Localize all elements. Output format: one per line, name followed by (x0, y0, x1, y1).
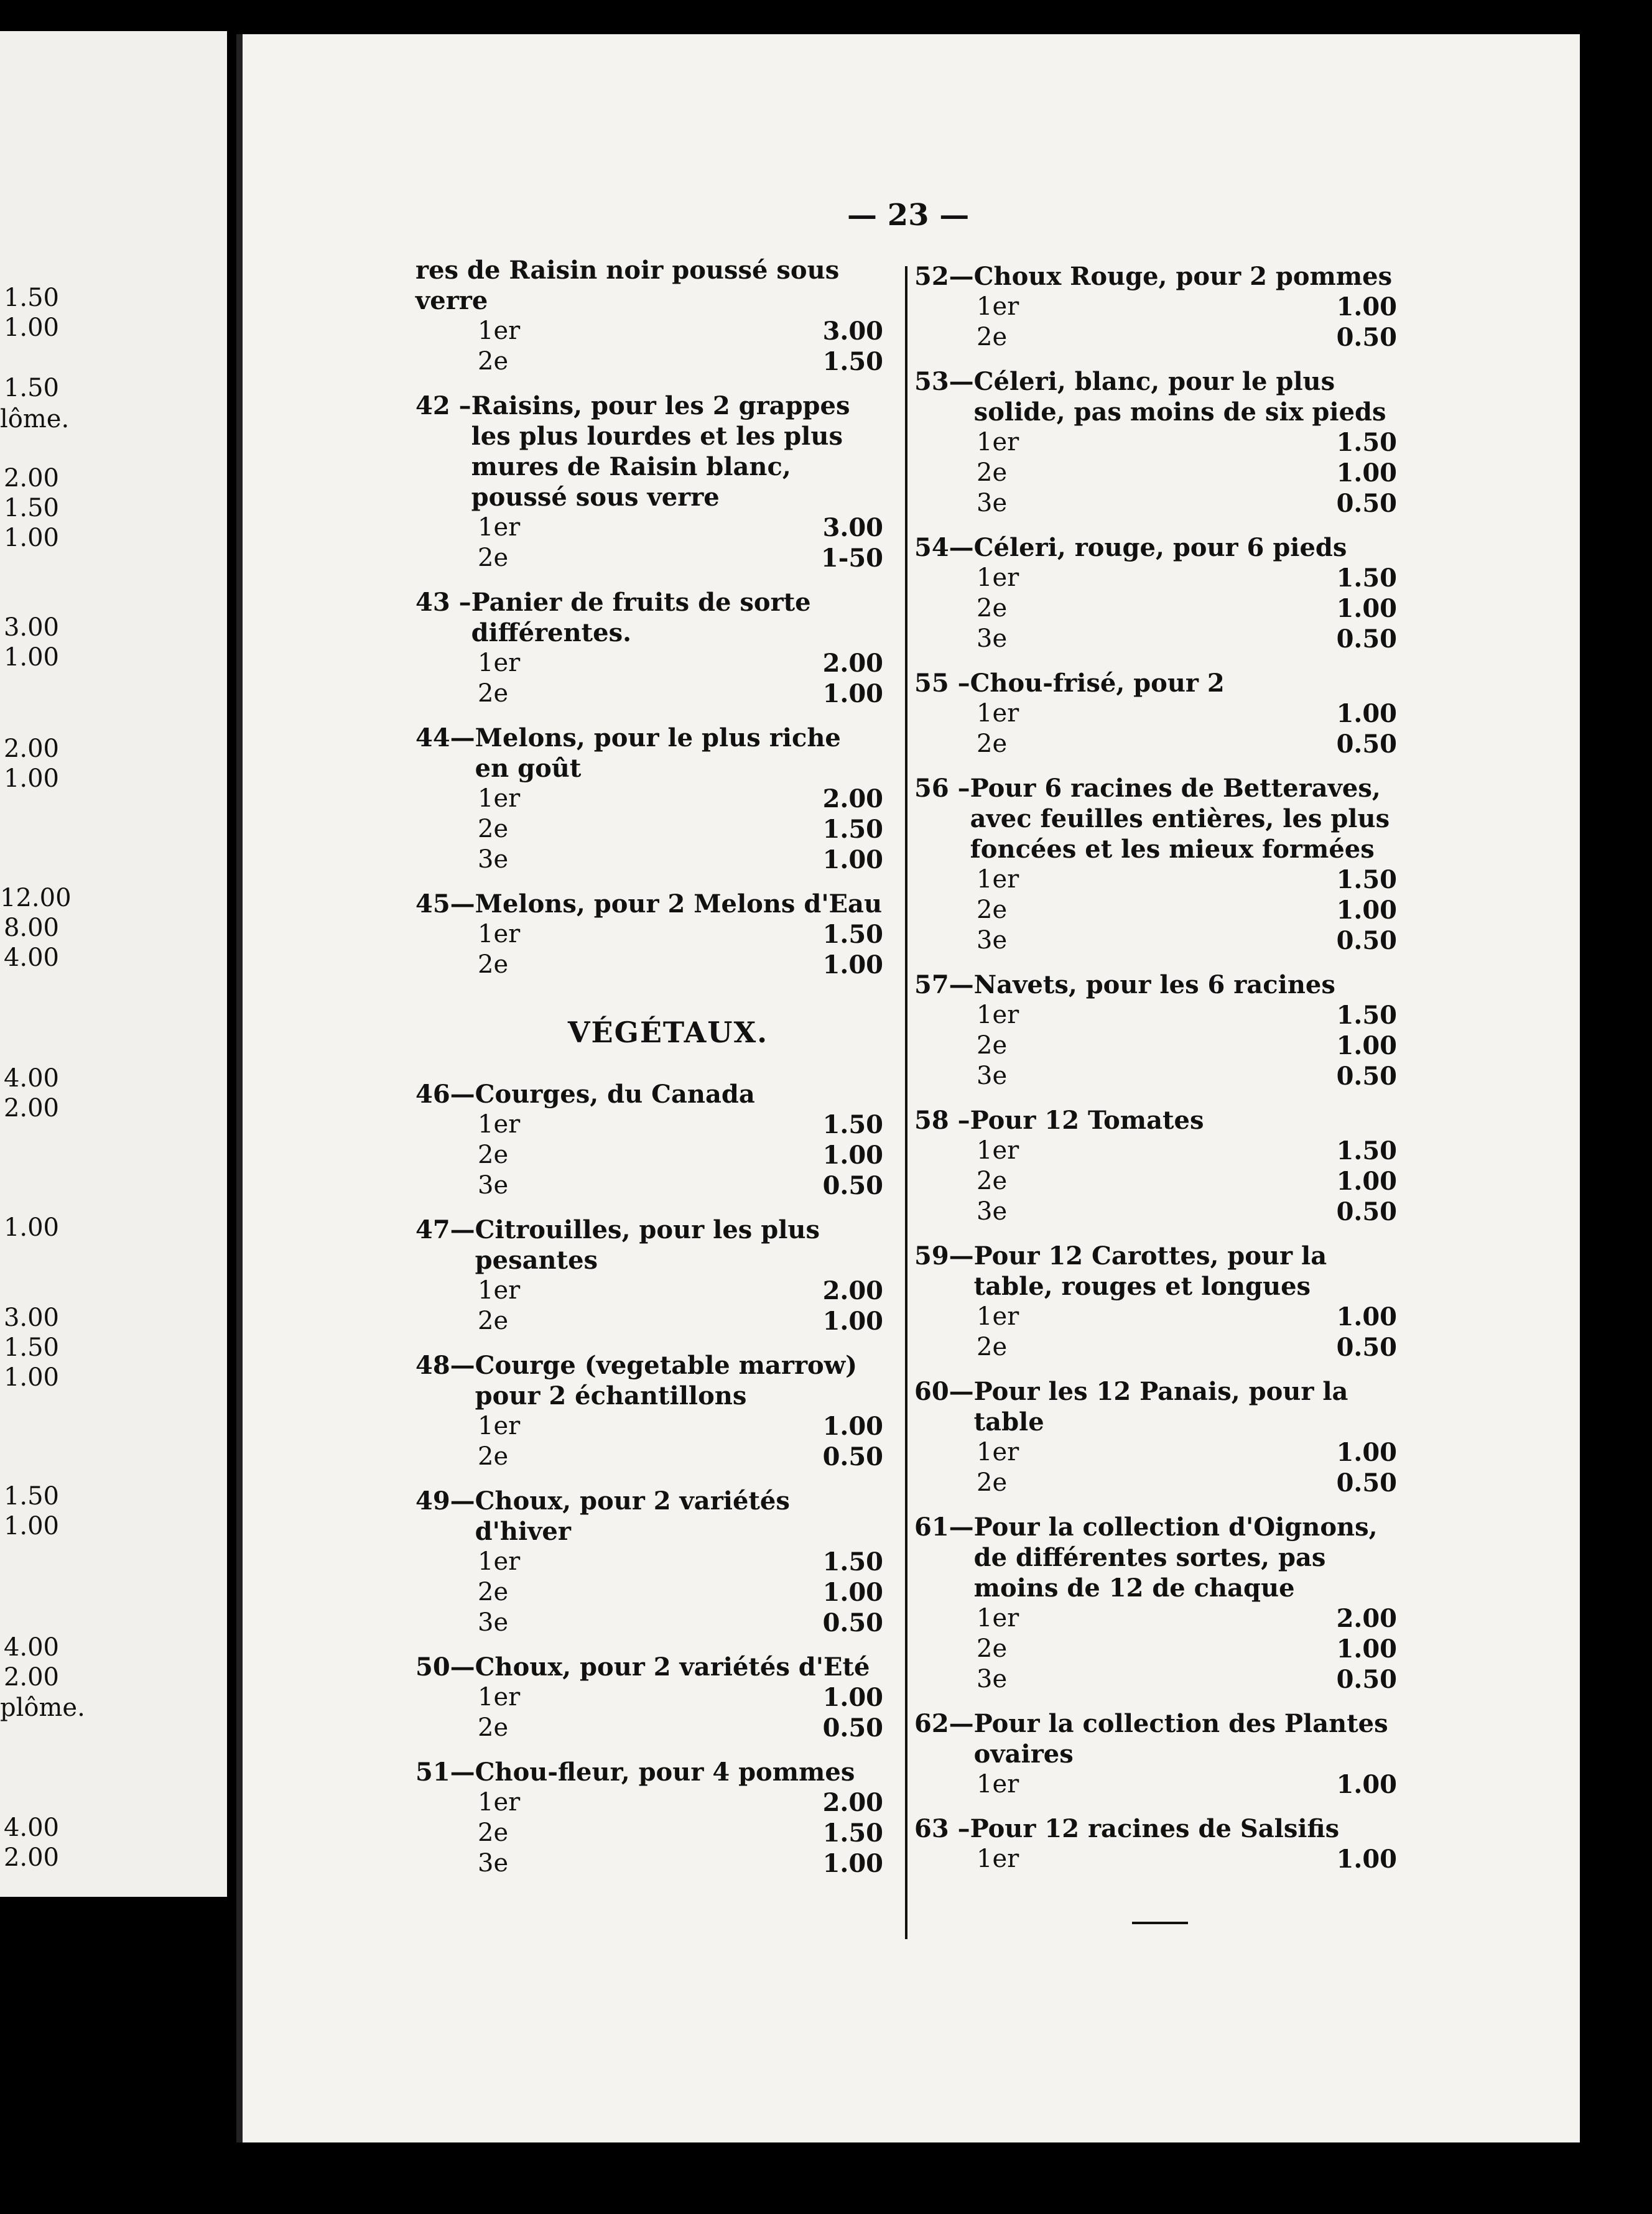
prize-amount: 0.50 (1336, 624, 1397, 654)
left-page-amount: 1.50 (3, 284, 59, 312)
prize-row (914, 624, 1397, 654)
entry-number: 49— (415, 1486, 475, 1516)
left-page-amount: 1.50 (3, 1482, 59, 1511)
entry-description: Chou-fleur, pour 4 pommes (475, 1758, 855, 1787)
prize-place: 2e (478, 1713, 509, 1742)
entry-heading (415, 1486, 883, 1547)
prize-row (415, 316, 883, 346)
prize-amount: 1.00 (822, 1849, 883, 1878)
prize-place: 1er (977, 865, 1019, 894)
entry-heading (914, 366, 1397, 427)
prize-place: 1er (977, 1438, 1019, 1466)
prize-entry (415, 255, 883, 377)
entry-heading (415, 587, 883, 648)
entry-number: 48— (415, 1351, 475, 1380)
prize-place: 2e (478, 347, 509, 376)
prize-place: 2e (478, 1307, 509, 1335)
prize-entry (415, 723, 883, 875)
prize-amount: 1.00 (1336, 292, 1397, 322)
entry-number: 63 – (914, 1814, 970, 1843)
prize-amount: 1.50 (1336, 1136, 1397, 1165)
prize-place: 1er (977, 699, 1019, 728)
prize-entry (415, 391, 883, 573)
prize-amount: 0.50 (822, 1608, 883, 1637)
left-page-amount: 1.50 (3, 1333, 59, 1362)
prize-place: 2e (977, 1333, 1008, 1361)
entry-description: Citrouilles, pour les plus pesantes (475, 1215, 820, 1275)
prize-row (914, 563, 1397, 593)
left-page-amount: 2.00 (3, 1094, 59, 1123)
prize-entry (914, 970, 1397, 1091)
prize-amount: 1.00 (822, 1307, 883, 1336)
entry-description: Pour les 12 Panais, pour la table (973, 1377, 1348, 1437)
column-divider (905, 266, 907, 1939)
prize-row (415, 1848, 883, 1879)
entry-number: 43 – (415, 588, 471, 617)
prize-place: 2e (977, 1634, 1008, 1663)
prize-amount: 1.00 (1336, 594, 1397, 623)
prize-entry (914, 366, 1397, 519)
prize-place: 2e (478, 1818, 509, 1847)
prize-row (914, 1769, 1397, 1800)
entry-heading (914, 1813, 1397, 1844)
prize-place: 3e (977, 926, 1008, 955)
prize-place: 2e (977, 730, 1008, 758)
prize-amount: 1.00 (822, 679, 883, 708)
prize-amount: 1.50 (822, 815, 883, 844)
entry-number: 55 – (914, 669, 970, 698)
prize-amount: 1-50 (820, 544, 883, 573)
prize-row (914, 1031, 1397, 1061)
prize-entry (914, 1708, 1397, 1800)
prize-row (415, 1577, 883, 1608)
prize-row (415, 1411, 883, 1442)
prize-entry (914, 1241, 1397, 1363)
prize-place: 2e (478, 1578, 509, 1606)
left-page-amount: 1.00 (3, 643, 59, 672)
prize-place: 3e (977, 624, 1008, 653)
prize-row (914, 1061, 1397, 1091)
entry-number: 53— (914, 367, 974, 396)
prize-amount: 0.50 (1336, 1333, 1397, 1362)
prize-amount: 1.00 (1336, 1845, 1397, 1874)
prize-amount: 0.50 (1336, 926, 1397, 955)
prize-row (415, 1608, 883, 1638)
prize-row (914, 698, 1397, 729)
prize-row (914, 1664, 1397, 1695)
prize-place: 1er (478, 1683, 521, 1711)
entry-description: Pour 12 Tomates (970, 1106, 1204, 1135)
prize-place: 1er (478, 1412, 521, 1440)
prize-row (415, 1787, 883, 1818)
left-page-amount: 8.00 (3, 914, 59, 942)
prize-row (415, 1109, 883, 1140)
left-page-amount: 2.00 (3, 464, 59, 493)
prize-amount: 1.00 (822, 1141, 883, 1170)
entry-description: Navets, pour les 6 racines (973, 970, 1335, 999)
entry-description: res de Raisin noir poussé sous verre (415, 256, 840, 315)
prize-amount: 1.50 (822, 1547, 883, 1577)
prize-place: 1er (977, 1770, 1019, 1799)
entry-description: Pour la collection d'Oignons, de différentes sortes, pas moins de 12 de chaque (973, 1512, 1378, 1603)
prize-amount: 1.00 (1336, 699, 1397, 728)
entry-number: 57— (914, 970, 974, 999)
entry-heading (415, 1652, 883, 1682)
prize-row (415, 1140, 883, 1170)
left-page-amount: 1.00 (3, 524, 59, 552)
prize-amount: 1.00 (1336, 1302, 1397, 1332)
prize-row (415, 648, 883, 679)
left-page-fragment-text: lôme. (0, 405, 70, 433)
prize-row (415, 919, 883, 950)
entry-number: 52— (914, 262, 974, 291)
prize-amount: 1.00 (1336, 1634, 1397, 1664)
entry-heading (914, 532, 1397, 563)
entry-number: 60— (914, 1377, 974, 1406)
prize-amount: 1.50 (822, 920, 883, 949)
prize-entry (415, 1757, 883, 1879)
entry-number: 59— (914, 1241, 974, 1271)
prize-entry (914, 668, 1397, 759)
prize-amount: 3.00 (822, 317, 883, 346)
prize-place: 2e (478, 544, 509, 572)
prize-place: 1er (478, 784, 521, 813)
prize-row (415, 950, 883, 980)
prize-row (914, 1603, 1397, 1634)
prize-place: 2e (977, 1031, 1008, 1060)
prize-place: 1er (977, 1604, 1019, 1633)
prize-place: 2e (977, 323, 1008, 351)
prize-place: 2e (478, 950, 509, 979)
prize-amount: 2.00 (1336, 1604, 1397, 1633)
prize-row (415, 845, 883, 875)
entry-description: Pour 12 racines de Salsifis (970, 1814, 1340, 1843)
entry-description: Courge (vegetable marrow) pour 2 échantillons (475, 1351, 858, 1410)
entry-number: 61— (914, 1512, 974, 1542)
prize-amount: 1.00 (822, 1578, 883, 1607)
prize-amount: 2.00 (822, 784, 883, 813)
entry-heading (415, 1079, 883, 1109)
left-page-amount: 2.00 (3, 1663, 59, 1692)
prize-amount: 1.50 (1336, 563, 1397, 593)
prize-place: 1er (478, 1110, 521, 1139)
left-page-amount: 1.00 (3, 313, 59, 342)
prize-amount: 1.50 (1336, 428, 1397, 457)
left-page-amount: 1.50 (3, 374, 59, 402)
prize-place: 1er (478, 317, 521, 345)
left-page-amount: 4.00 (3, 1633, 59, 1662)
prize-amount: 1.00 (1336, 1770, 1397, 1799)
prize-place: 3e (478, 1849, 509, 1878)
prize-place: 2e (977, 1167, 1008, 1195)
entry-description: Choux, pour 2 variétés d'hiver (475, 1486, 790, 1546)
prize-entry (415, 1215, 883, 1336)
prize-row (914, 1332, 1397, 1363)
prize-place: 2e (977, 1468, 1008, 1497)
prize-amount: 0.50 (1336, 1062, 1397, 1091)
prize-place: 1er (478, 649, 521, 677)
prize-amount: 1.50 (822, 1818, 883, 1848)
entry-heading (415, 1215, 883, 1276)
prize-amount: 0.50 (1336, 323, 1397, 352)
prize-place: 1er (977, 292, 1019, 321)
prize-amount: 1.50 (1336, 865, 1397, 894)
left-page-amount: 2.00 (3, 734, 59, 763)
entry-description: Pour la collection des Plantes ovaires (973, 1709, 1388, 1769)
entry-number: 58 – (914, 1106, 970, 1135)
prize-row (415, 814, 883, 845)
left-page-amount: 4.00 (3, 1064, 59, 1093)
entry-heading (914, 1708, 1397, 1769)
prize-amount: 0.50 (822, 1442, 883, 1471)
prize-row (914, 1634, 1397, 1664)
prize-row (914, 1437, 1397, 1468)
page-number: — 23 — (847, 198, 970, 233)
prize-row (914, 593, 1397, 624)
prize-place: 3e (977, 1062, 1008, 1090)
prize-row (415, 1818, 883, 1848)
prize-row (415, 1547, 883, 1577)
entry-description: Pour 6 racines de Betteraves, avec feuilles entières, les plus foncées et les mieux formées (970, 774, 1390, 864)
entry-number: 45— (415, 889, 475, 919)
prize-place: 2e (977, 594, 1008, 623)
prize-row (415, 1713, 883, 1743)
entry-description: Melons, pour 2 Melons d'Eau (475, 889, 883, 919)
prize-row (914, 925, 1397, 956)
prize-entry (914, 1512, 1397, 1695)
entry-description: Melons, pour le plus riche en goût (475, 723, 841, 783)
prize-place: 3e (478, 1608, 509, 1637)
entry-number: 50— (415, 1652, 475, 1682)
prize-place: 1er (478, 1788, 521, 1817)
prize-row (914, 322, 1397, 353)
prize-entry (914, 261, 1397, 353)
entry-description: Raisins, pour les 2 grappes les plus lourdes et les plus mures de Raisin blanc, poussé sous verre (471, 391, 850, 512)
prize-row (914, 1166, 1397, 1197)
prize-place: 1er (977, 1302, 1019, 1331)
prize-place: 2e (478, 1442, 509, 1471)
prize-entry (415, 1486, 883, 1638)
prize-amount: 0.50 (1336, 1197, 1397, 1226)
left-page-amount: 3.00 (3, 1304, 59, 1332)
left-page-amount: 1.00 (3, 1363, 59, 1392)
prize-row (914, 488, 1397, 519)
prize-amount: 1.00 (822, 1412, 883, 1441)
entry-description: Choux, pour 2 variétés d'Eté (475, 1652, 870, 1682)
prize-amount: 0.50 (1336, 1665, 1397, 1694)
left-page-amount: 1.50 (3, 494, 59, 522)
prize-row (415, 1276, 883, 1306)
column-b-entries (914, 261, 1397, 1874)
entry-number: 42 – (415, 391, 471, 420)
prize-row (914, 1844, 1397, 1874)
prize-row (914, 292, 1397, 322)
prize-place: 1er (478, 1547, 521, 1576)
entry-number: 51— (415, 1758, 475, 1787)
prize-row (914, 729, 1397, 759)
prize-amount: 1.00 (1336, 1031, 1397, 1060)
entry-heading (914, 1512, 1397, 1603)
entry-heading (914, 1105, 1397, 1136)
entry-heading (415, 889, 883, 919)
prize-entry (914, 1376, 1397, 1498)
prize-entry (415, 587, 883, 709)
entry-heading (914, 1376, 1397, 1437)
entry-number: 56 – (914, 774, 970, 803)
prize-place: 2e (478, 1141, 509, 1169)
prize-row (914, 1468, 1397, 1498)
left-page-amount: 1.00 (3, 1213, 59, 1242)
prize-place: 3e (977, 489, 1008, 517)
prize-row (914, 864, 1397, 895)
prize-place: 2e (478, 679, 509, 708)
prize-amount: 3.00 (822, 513, 883, 542)
prize-place: 2e (977, 896, 1008, 924)
entry-description: Panier de fruits de sorte différentes. (471, 588, 811, 647)
entry-number: 44— (415, 723, 475, 753)
prize-amount: 0.50 (1336, 1468, 1397, 1498)
prize-amount: 2.00 (822, 649, 883, 678)
left-page-amount: 2.00 (3, 1843, 59, 1872)
prize-amount: 1.00 (822, 845, 883, 874)
prize-amount: 1.00 (1336, 1438, 1397, 1467)
left-page-fragment-text: plôme. (0, 1693, 85, 1722)
left-page-amount: 12.00 (0, 884, 72, 912)
entry-description: Chou-frisé, pour 2 (970, 669, 1225, 698)
prize-entry (914, 1813, 1397, 1874)
prize-row (415, 1682, 883, 1713)
prize-place: 1er (977, 1136, 1019, 1165)
prize-place: 1er (478, 920, 521, 948)
prize-place: 1er (478, 1276, 521, 1305)
entry-heading (415, 391, 883, 512)
prize-row (914, 1197, 1397, 1227)
left-page-amount: 4.00 (3, 943, 59, 972)
prize-amount: 1.00 (1336, 1167, 1397, 1196)
prize-place: 1er (478, 513, 521, 542)
entry-heading (415, 255, 883, 316)
entry-heading (914, 1241, 1397, 1302)
prize-amount: 0.50 (1336, 489, 1397, 518)
entry-description: Courges, du Canada (475, 1080, 755, 1109)
prize-amount: 2.00 (822, 1788, 883, 1817)
prize-row (914, 895, 1397, 925)
prize-row (415, 1306, 883, 1336)
prize-row (914, 1302, 1397, 1332)
entry-heading (914, 668, 1397, 698)
prize-place: 1er (977, 563, 1019, 592)
entry-heading (415, 1757, 883, 1787)
entry-number: 47— (415, 1215, 475, 1244)
prize-place: 2e (977, 458, 1008, 487)
prize-place: 3e (977, 1665, 1008, 1693)
prize-amount: 1.00 (1336, 896, 1397, 925)
prize-place: 3e (478, 1171, 509, 1200)
entry-description: Céleri, blanc, pour le plus solide, pas moins de six pieds (973, 367, 1386, 427)
prize-entry (415, 1350, 883, 1472)
entry-heading (415, 723, 883, 784)
column-a-entries (415, 255, 883, 980)
left-page-amount: 3.00 (3, 613, 59, 642)
entry-heading (914, 970, 1397, 1000)
entry-description: Pour 12 Carottes, pour la table, rouges et longues (973, 1241, 1327, 1301)
prize-amount: 1.50 (1336, 1001, 1397, 1030)
column-a-entries-vegetables (415, 1079, 883, 1879)
prize-entry (415, 1079, 883, 1201)
column-b (914, 261, 1397, 1888)
entry-heading (914, 773, 1397, 864)
entry-heading (914, 261, 1397, 292)
prize-row (415, 1442, 883, 1472)
prize-row (415, 346, 883, 377)
prize-entry (914, 1105, 1397, 1227)
prize-entry (415, 889, 883, 980)
prize-row (914, 458, 1397, 488)
prize-entry (415, 1652, 883, 1743)
prize-place: 3e (478, 845, 509, 874)
prize-amount: 1.00 (1336, 458, 1397, 488)
entry-description: Choux Rouge, pour 2 pommes (973, 262, 1393, 291)
prize-row (415, 679, 883, 709)
prize-place: 1er (977, 1001, 1019, 1029)
prize-amount: 0.50 (822, 1171, 883, 1200)
entry-number: 46— (415, 1080, 475, 1109)
prize-amount: 1.00 (822, 1683, 883, 1712)
prize-amount: 1.50 (822, 347, 883, 376)
prize-row (415, 784, 883, 814)
prize-row (415, 512, 883, 543)
prize-row (914, 1000, 1397, 1031)
prize-amount: 0.50 (1336, 730, 1397, 759)
prize-row (415, 543, 883, 573)
prize-place: 3e (977, 1197, 1008, 1226)
prize-entry (914, 773, 1397, 956)
prize-row (914, 1136, 1397, 1166)
entry-number: 54— (914, 533, 974, 562)
section-title-vegetaux: VÉGÉTAUX. (567, 1016, 769, 1049)
prize-place: 1er (977, 1845, 1019, 1873)
prize-amount: 1.00 (822, 950, 883, 980)
prize-row (914, 427, 1397, 458)
left-page-amount: 4.00 (3, 1813, 59, 1842)
prize-amount: 1.50 (822, 1110, 883, 1139)
column-a (415, 255, 883, 1892)
prize-entry (914, 532, 1397, 654)
prize-amount: 2.00 (822, 1276, 883, 1305)
prize-row (415, 1170, 883, 1201)
entry-number: 62— (914, 1709, 974, 1738)
entry-heading (415, 1350, 883, 1411)
end-rule (1132, 1922, 1188, 1924)
prize-place: 2e (478, 815, 509, 843)
left-page-amount: 1.00 (3, 1512, 59, 1540)
prize-amount: 0.50 (822, 1713, 883, 1743)
prize-place: 1er (977, 428, 1019, 456)
left-page-amount: 1.00 (3, 764, 59, 793)
entry-description: Céleri, rouge, pour 6 pieds (973, 533, 1347, 562)
